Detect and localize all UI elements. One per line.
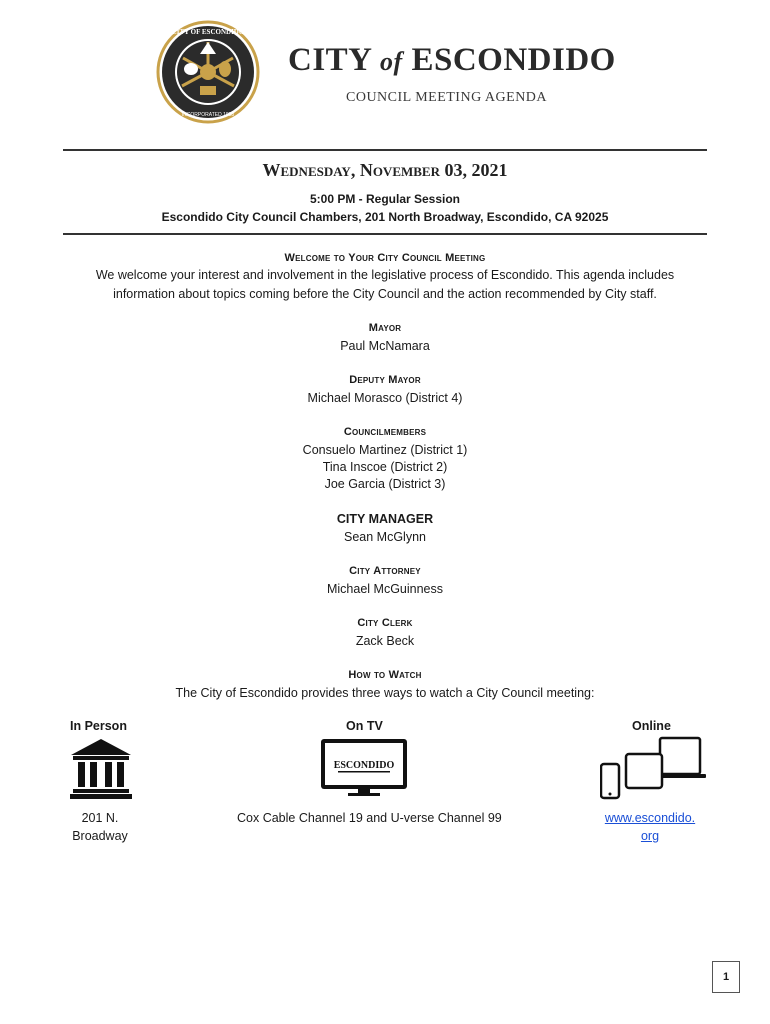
welcome-text-line: We welcome your interest and involvement in the legislative process of Escondido. This agenda includes — [95, 268, 675, 282]
welcome-text-line: information about topics coming before the City Council and the action recommended by City staff. — [113, 287, 657, 301]
divider — [63, 149, 707, 151]
courthouse-icon — [70, 738, 132, 805]
on-tv-heading: On TV — [346, 719, 383, 733]
meeting-location: Escondido City Council Chambers, 201 North Broadway, Escondido, CA 92025 — [161, 210, 609, 224]
city-manager-name: Sean McGlynn — [344, 530, 426, 544]
city-seal-icon — [156, 20, 260, 124]
city-manager-label: CITY MANAGER — [336, 512, 434, 526]
mayor-label: Mayor — [368, 322, 402, 334]
city-clerk-name: Zack Beck — [355, 634, 415, 648]
online-link[interactable] — [596, 809, 704, 845]
councilmember-name: Tina Inscoe (District 2) — [322, 460, 448, 474]
deputy-mayor-label: Deputy Mayor — [349, 374, 421, 386]
online-heading: Online — [632, 719, 671, 733]
welcome-heading: Welcome to Your City Council Meeting — [284, 252, 486, 264]
tv-channels: Cox Cable Channel 19 and U-verse Channel 99 — [237, 811, 502, 825]
councilmembers-label: Councilmembers — [343, 426, 427, 438]
city-clerk-label: City Clerk — [357, 617, 413, 629]
address-line: 201 N. — [81, 811, 119, 825]
page-title: CITY of ESCONDIDO — [288, 42, 616, 78]
city-attorney-label: City Attorney — [349, 565, 421, 577]
svg-text:INCORPORATED 1888: INCORPORATED 1888 — [181, 112, 235, 118]
councilmember-name: Joe Garcia (District 3) — [324, 477, 446, 491]
svg-text:ESCONDIDO: ESCONDIDO — [333, 760, 395, 771]
deputy-mayor-name: Michael Morasco (District 4) — [307, 391, 463, 405]
address-line: Broadway — [72, 829, 128, 843]
devices-icon — [600, 736, 708, 805]
in-person-heading: In Person — [70, 719, 127, 733]
in-person-address — [60, 809, 140, 845]
page-number: 1 — [712, 961, 740, 993]
how-to-watch-intro: The City of Escondido provides three ways to watch a City Council meeting: — [175, 686, 595, 700]
mayor-name: Paul McNamara — [340, 339, 430, 353]
city-attorney-name: Michael McGuinness — [326, 582, 443, 596]
meeting-date: Wednesday, November 03, 2021 — [262, 160, 508, 180]
councilmember-name: Consuelo Martinez (District 1) — [302, 443, 468, 457]
svg-text:CITY OF ESCONDIDO: CITY OF ESCONDIDO — [171, 28, 245, 36]
television-icon — [320, 738, 408, 803]
divider — [63, 233, 707, 235]
how-to-watch-heading: How to Watch — [348, 669, 422, 681]
link-text[interactable]: org — [640, 829, 660, 843]
link-text[interactable]: www.escondido. — [604, 811, 696, 825]
session-time: 5:00 PM - Regular Session — [309, 192, 461, 206]
agenda-subtitle: COUNCIL MEETING AGENDA — [346, 90, 548, 105]
